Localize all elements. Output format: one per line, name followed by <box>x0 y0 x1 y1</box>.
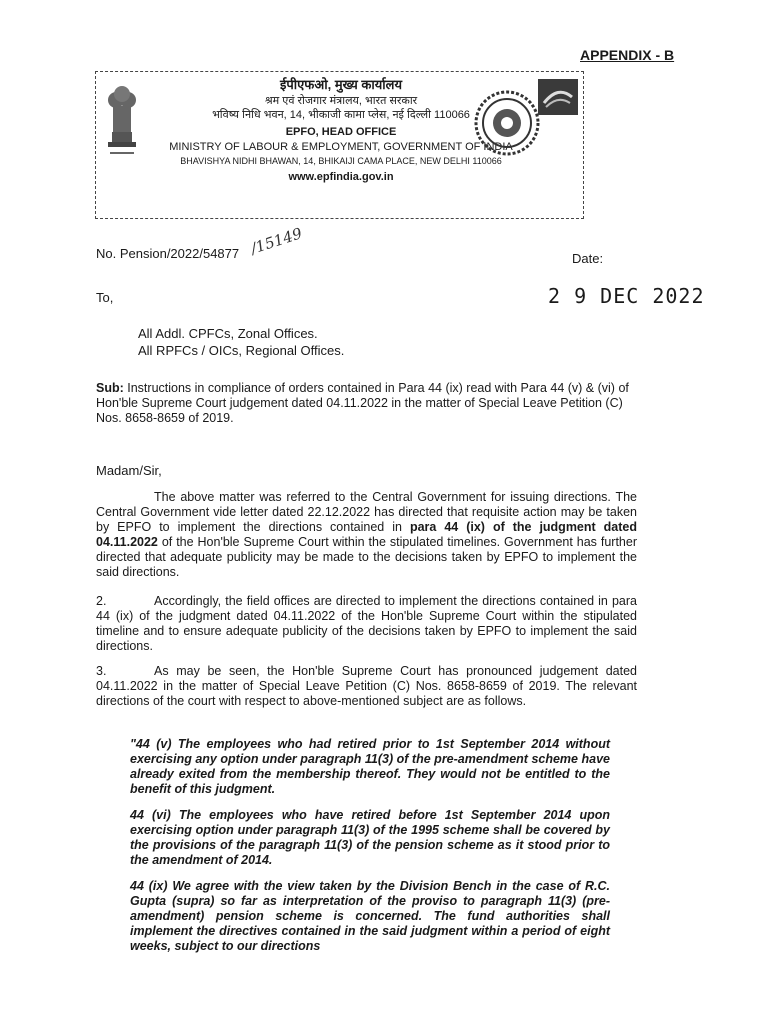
quote-44-ix: 44 (ix) We agree with the view taken by the Division Bench in the case of R.C. Gupta (supra) so far as interpretation of the proviso to paragraph 11(3) (pre-amendment) pension scheme is concerned. The fund authorities shall implement the directives contained in the said judgment within a period of eight weeks, subject to our directions <box>130 879 610 953</box>
letterhead-hindi-ministry: श्रम एवं रोजगार मंत्रालय, भारत सरकार <box>264 94 418 107</box>
letterhead-website: www.epfindia.gov.in <box>288 171 394 184</box>
subject <box>96 381 636 426</box>
addressee-block <box>138 325 344 359</box>
subject-text: Instructions in compliance of orders contained in Para 44 (ix) read with Para 44 (v) & (vi) of Hon'ble Supreme Court judgement dated 04.11.2022 in the matter of Special Leave Petition (C) Nos. 8658-8659 of 2019. <box>96 381 629 425</box>
to-label: To, <box>96 290 114 305</box>
epfo-logo-icon <box>538 79 578 115</box>
appendix-label: APPENDIX - B <box>580 47 675 63</box>
paragraph-2: 2. Accordingly, the field offices are directed to implement the directions contained in para 44 (ix) of the judgment dated 04.11.2022 of the Hon'ble Supreme Court within the stipulated timeline and to ensure adequate publicity of the decisions taken by EPFO to implement the said directions. <box>96 594 637 653</box>
subject-label: Sub: <box>96 381 124 395</box>
quote-44-v: "44 (v) The employees who had retired prior to 1st September 2014 without exercising any option under paragraph 11(3) of the pre-amendment scheme have already exited from the membership thereof. They would not be entitled to the benefit of this judgment. <box>130 737 610 796</box>
letterhead-ministry: MINISTRY OF LABOUR & EMPLOYMENT, GOVERNMENT OF INDIA <box>169 141 513 154</box>
date-stamp: 2 9 DEC 2022 <box>548 284 705 308</box>
addressee-line: All Addl. CPFCs, Zonal Offices. <box>138 326 318 341</box>
paragraph-1-bold: para 44 (ix) of the judgment dated 04.11.2022 <box>96 520 637 549</box>
letterhead-office: EPFO, HEAD OFFICE <box>285 126 397 139</box>
letterhead <box>95 71 584 219</box>
letterhead-hindi-title: ईपीएफओ, मुख्य कार्यालय <box>279 77 402 92</box>
paragraph-1: The above matter was referred to the Central Government for issuing directions. The Central Government vide letter dated 22.12.2022 has directed that requisite action may be taken by EPFO to implement the directions contained in para 44 (ix) of the judgment dated 04.11.2022 of the Hon'ble Supreme Court within the stipulated timelines. Government has further directed that adequate publicity may be made to the decisions taken by EPFO to implement the said directions. <box>96 490 637 579</box>
date-label: Date: <box>572 251 604 266</box>
addressee-line: All RPFCs / OICs, Regional Offices. <box>138 343 345 358</box>
quote-44-vi: 44 (vi) The employees who have retired before 1st September 2014 upon exercising option under paragraph 11(3) of the 1995 scheme shall be covered by the provisions of the paragraph 11(3) of the pension scheme as it stood prior to the amendment of 2014. <box>130 808 610 867</box>
handwritten-number: /15149 <box>248 224 305 258</box>
reference-number: No. Pension/2022/54877 <box>96 246 240 261</box>
letterhead-hindi-address: भविष्य निधि भवन, 14, भीकाजी कामा प्लेस, नई दिल्ली 110066 <box>212 109 470 122</box>
letterhead-address: BHAVISHYA NIDHI BHAWAN, 14, BHIKAIJI CAMA PLACE, NEW DELHI 110066 <box>180 155 502 166</box>
paragraph-3: 3. As may be seen, the Hon'ble Supreme Court has pronounced judgement dated 04.11.2022 in the matter of Special Leave Petition (C) Nos. 8658-8659 of 2019. The relevant directions of the court with respect to above-mentioned subject are as follows. <box>96 664 637 708</box>
epfo-seal-icon <box>474 90 540 156</box>
salutation: Madam/Sir, <box>96 463 162 478</box>
national-emblem-icon <box>102 80 142 158</box>
